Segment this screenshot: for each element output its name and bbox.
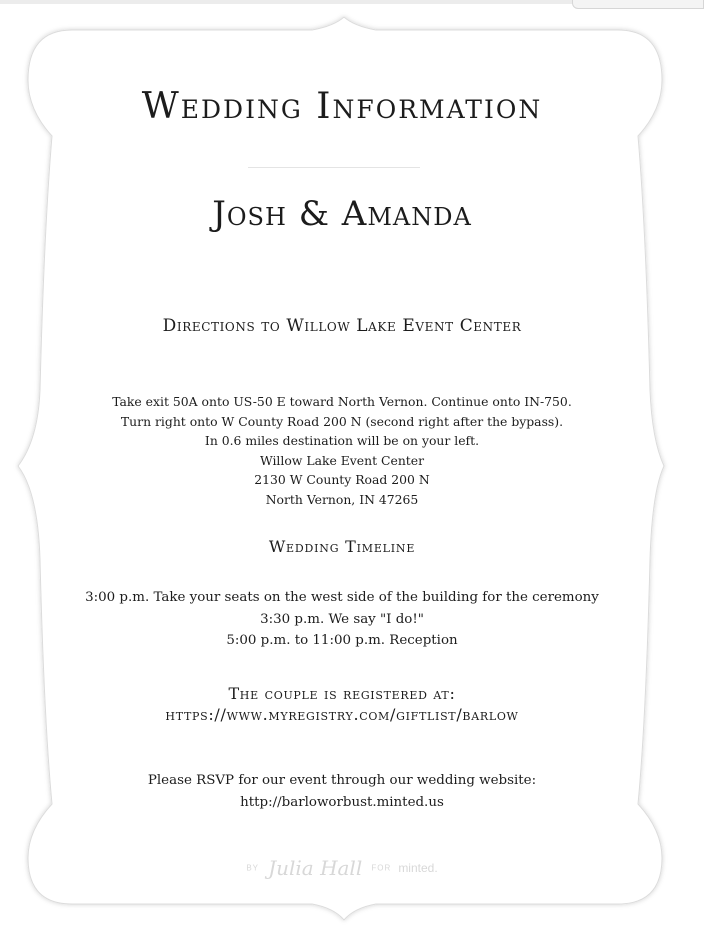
credit-brand-logo: minted. [398, 861, 438, 875]
directions-heading: Directions to Willow Lake Event Center [162, 316, 522, 336]
timeline-list [22, 587, 662, 652]
directions-line: Take exit 50A onto US-50 E toward North Vernon. Continue onto IN-750. [112, 394, 572, 409]
card-content [22, 0, 662, 951]
timeline-item: 3:30 p.m. We say "I do!" [260, 611, 424, 627]
registry-label: The couple is registered at: [228, 684, 456, 703]
venue-street: 2130 W County Road 200 N [254, 472, 430, 488]
timeline-item: 5:00 p.m. to 11:00 p.m. Reception [226, 633, 458, 649]
directions-line: In 0.6 miles destination will be on your left. [204, 433, 480, 449]
timeline-heading: Wedding Timeline [268, 537, 416, 556]
rsvp-block [22, 770, 662, 813]
card-title: Wedding Information [141, 86, 543, 127]
timeline-item: 3:00 p.m. Take your seats on the west side of the building for the ceremony [85, 590, 599, 605]
couple-names: Josh & Amanda [212, 194, 472, 234]
rsvp-url: http://barloworbust.minted.us [240, 794, 444, 810]
credit-designer: Julia Hall [268, 856, 363, 880]
rsvp-text: Please RSVP for our event through our wedding website: [147, 773, 537, 788]
registry-block [22, 683, 662, 725]
directions-text [22, 392, 662, 510]
registry-url: https://www.myregistry.com/giftlist/barlow [165, 705, 519, 724]
venue-city: North Vernon, IN 47265 [265, 491, 419, 507]
credit-for: FOR [371, 863, 392, 873]
designer-credit [22, 856, 662, 880]
credit-by: BY [246, 863, 259, 873]
directions-line: Turn right onto W County Road 200 N (second right after the bypass). [120, 413, 564, 429]
title-divider [248, 167, 420, 168]
venue-name: Willow Lake Event Center [259, 452, 425, 468]
